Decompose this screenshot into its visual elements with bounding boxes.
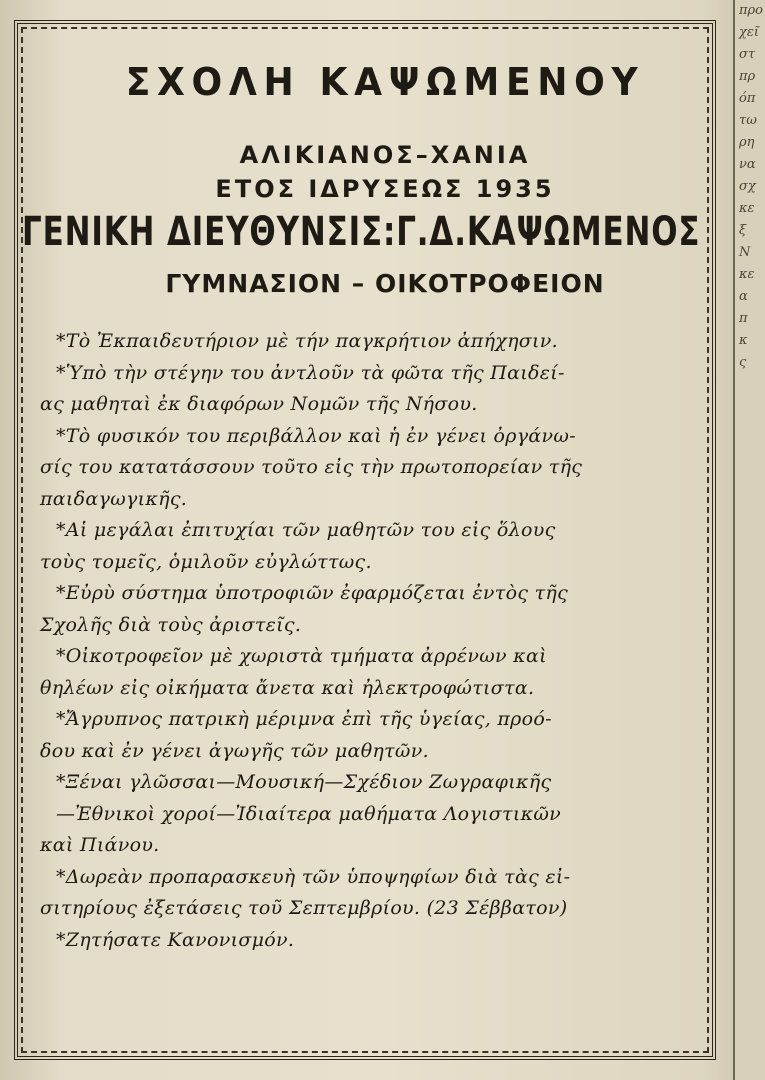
body-line: —Ἐθνικοὶ χοροί—Ἰδιαίτερα μαθήματα Λογιστικῶν [56,802,562,825]
side-fragment: ς [739,355,747,370]
school-title: ΣΧΟΛΗ ΚΑΨΩΜΕΝΟΥ [125,60,645,104]
body-line: *Ἄγρυπνος πατρικὴ μέριμνα ἐπὶ τῆς ὑγείας, προό- [56,708,552,730]
body-line: *Οἰκοτροφεῖον μὲ χωριστὰ τμήματα ἀρρένων καὶ [56,645,547,667]
side-fragment: ξ [739,223,747,238]
body-line: σιτηρίους ἐξετάσεις τοῦ Σεπτεμβρίου. (23 Σέββατον) [40,897,568,919]
body-line: δου καὶ ἐν γένει ἀγωγῆς τῶν μαθητῶν. [40,739,429,762]
body-line: *Αἱ μεγάλαι ἐπιτυχίαι τῶν μαθητῶν του εἰς ὅλους [56,519,556,541]
side-fragment: πρ [739,69,756,84]
side-fragment: Ν [739,245,751,260]
side-fragment: κε [739,201,755,216]
side-fragment: χεῖ [739,25,759,40]
side-fragment: στ [739,47,756,62]
section-heading: ΓΥΜΝΑΣΙΟΝ – ΟΙΚΟΤΡΟΦΕΙΟΝ [165,269,605,298]
side-fragment: να [739,157,756,172]
director-line: ΓΕΝΙΚΗ ΔΙΕΥΘΥΝΣΙΣ:Γ.Δ.ΚΑΨΩΜΕΝΟΣ [22,209,701,255]
side-fragment: τω [739,113,757,128]
side-fragment: σχ [739,179,756,194]
advertisement-body [40,326,730,956]
body-line: *Ὑπὸ τὴν στέγην του ἀντλοῦν τὰ φῶτα τῆς Παιδεί- [56,361,565,384]
body-line: ας μαθηταὶ ἐκ διαφόρων Νομῶν τῆς Νήσου. [40,393,478,415]
body-line: σίς του κατατάσσουν τοῦτο εἰς τὴν πρωτοπορείαν τῆς [40,456,583,478]
side-fragment: π [739,311,748,326]
side-fragment: κε [739,267,755,282]
adjacent-column [733,0,765,1080]
founded-line: ΕΤΟΣ ΙΔΡΥΣΕΩΣ 1935 [215,175,555,203]
body-line: παιδαγωγικῆς. [40,487,188,510]
side-fragment: κ [739,333,748,348]
body-line: θηλέων εἰς οἰκήματα ἄνετα καὶ ἠλεκτροφώτιστα. [40,676,535,699]
side-fragment: ρη [739,135,755,150]
body-line: καὶ Πιάνου. [40,834,160,856]
advertisement-content [22,60,730,956]
body-line: Σχολῆς διὰ τοὺς ἀριστεῖς. [40,613,302,636]
body-line: *Δωρεὰν προπαρασκευὴ τῶν ὑποψηφίων διὰ τὰς εἰ- [56,865,571,888]
side-fragment: όπ [739,91,756,106]
side-fragment: προ [739,3,764,18]
location-line: ΑΛΙΚΙΑΝΟΣ–ΧΑΝΙΑ [239,141,531,169]
body-line: *Τὸ Ἐκπαιδευτήριον μὲ τήν παγκρήτιον ἀπήχησιν. [56,330,558,352]
body-line: *Ζητήσατε Κανονισμόν. [56,928,295,951]
body-line: τοὺς τομεῖς, ὁμιλοῦν εὐγλώττως. [40,550,372,573]
body-line: *Ξέναι γλῶσσαι—Μουσική—Σχέδιον Ζωγραφικῆς [56,771,552,793]
side-fragment: α [739,289,748,304]
body-line: *Εὐρὺ σύστημα ὑποτροφιῶν ἐφαρμόζεται ἐντὸς τῆς [56,582,569,604]
body-line: *Τὸ φυσικόν του περιβάλλον καὶ ἡ ἐν γένει ὀργάνω- [56,424,576,447]
